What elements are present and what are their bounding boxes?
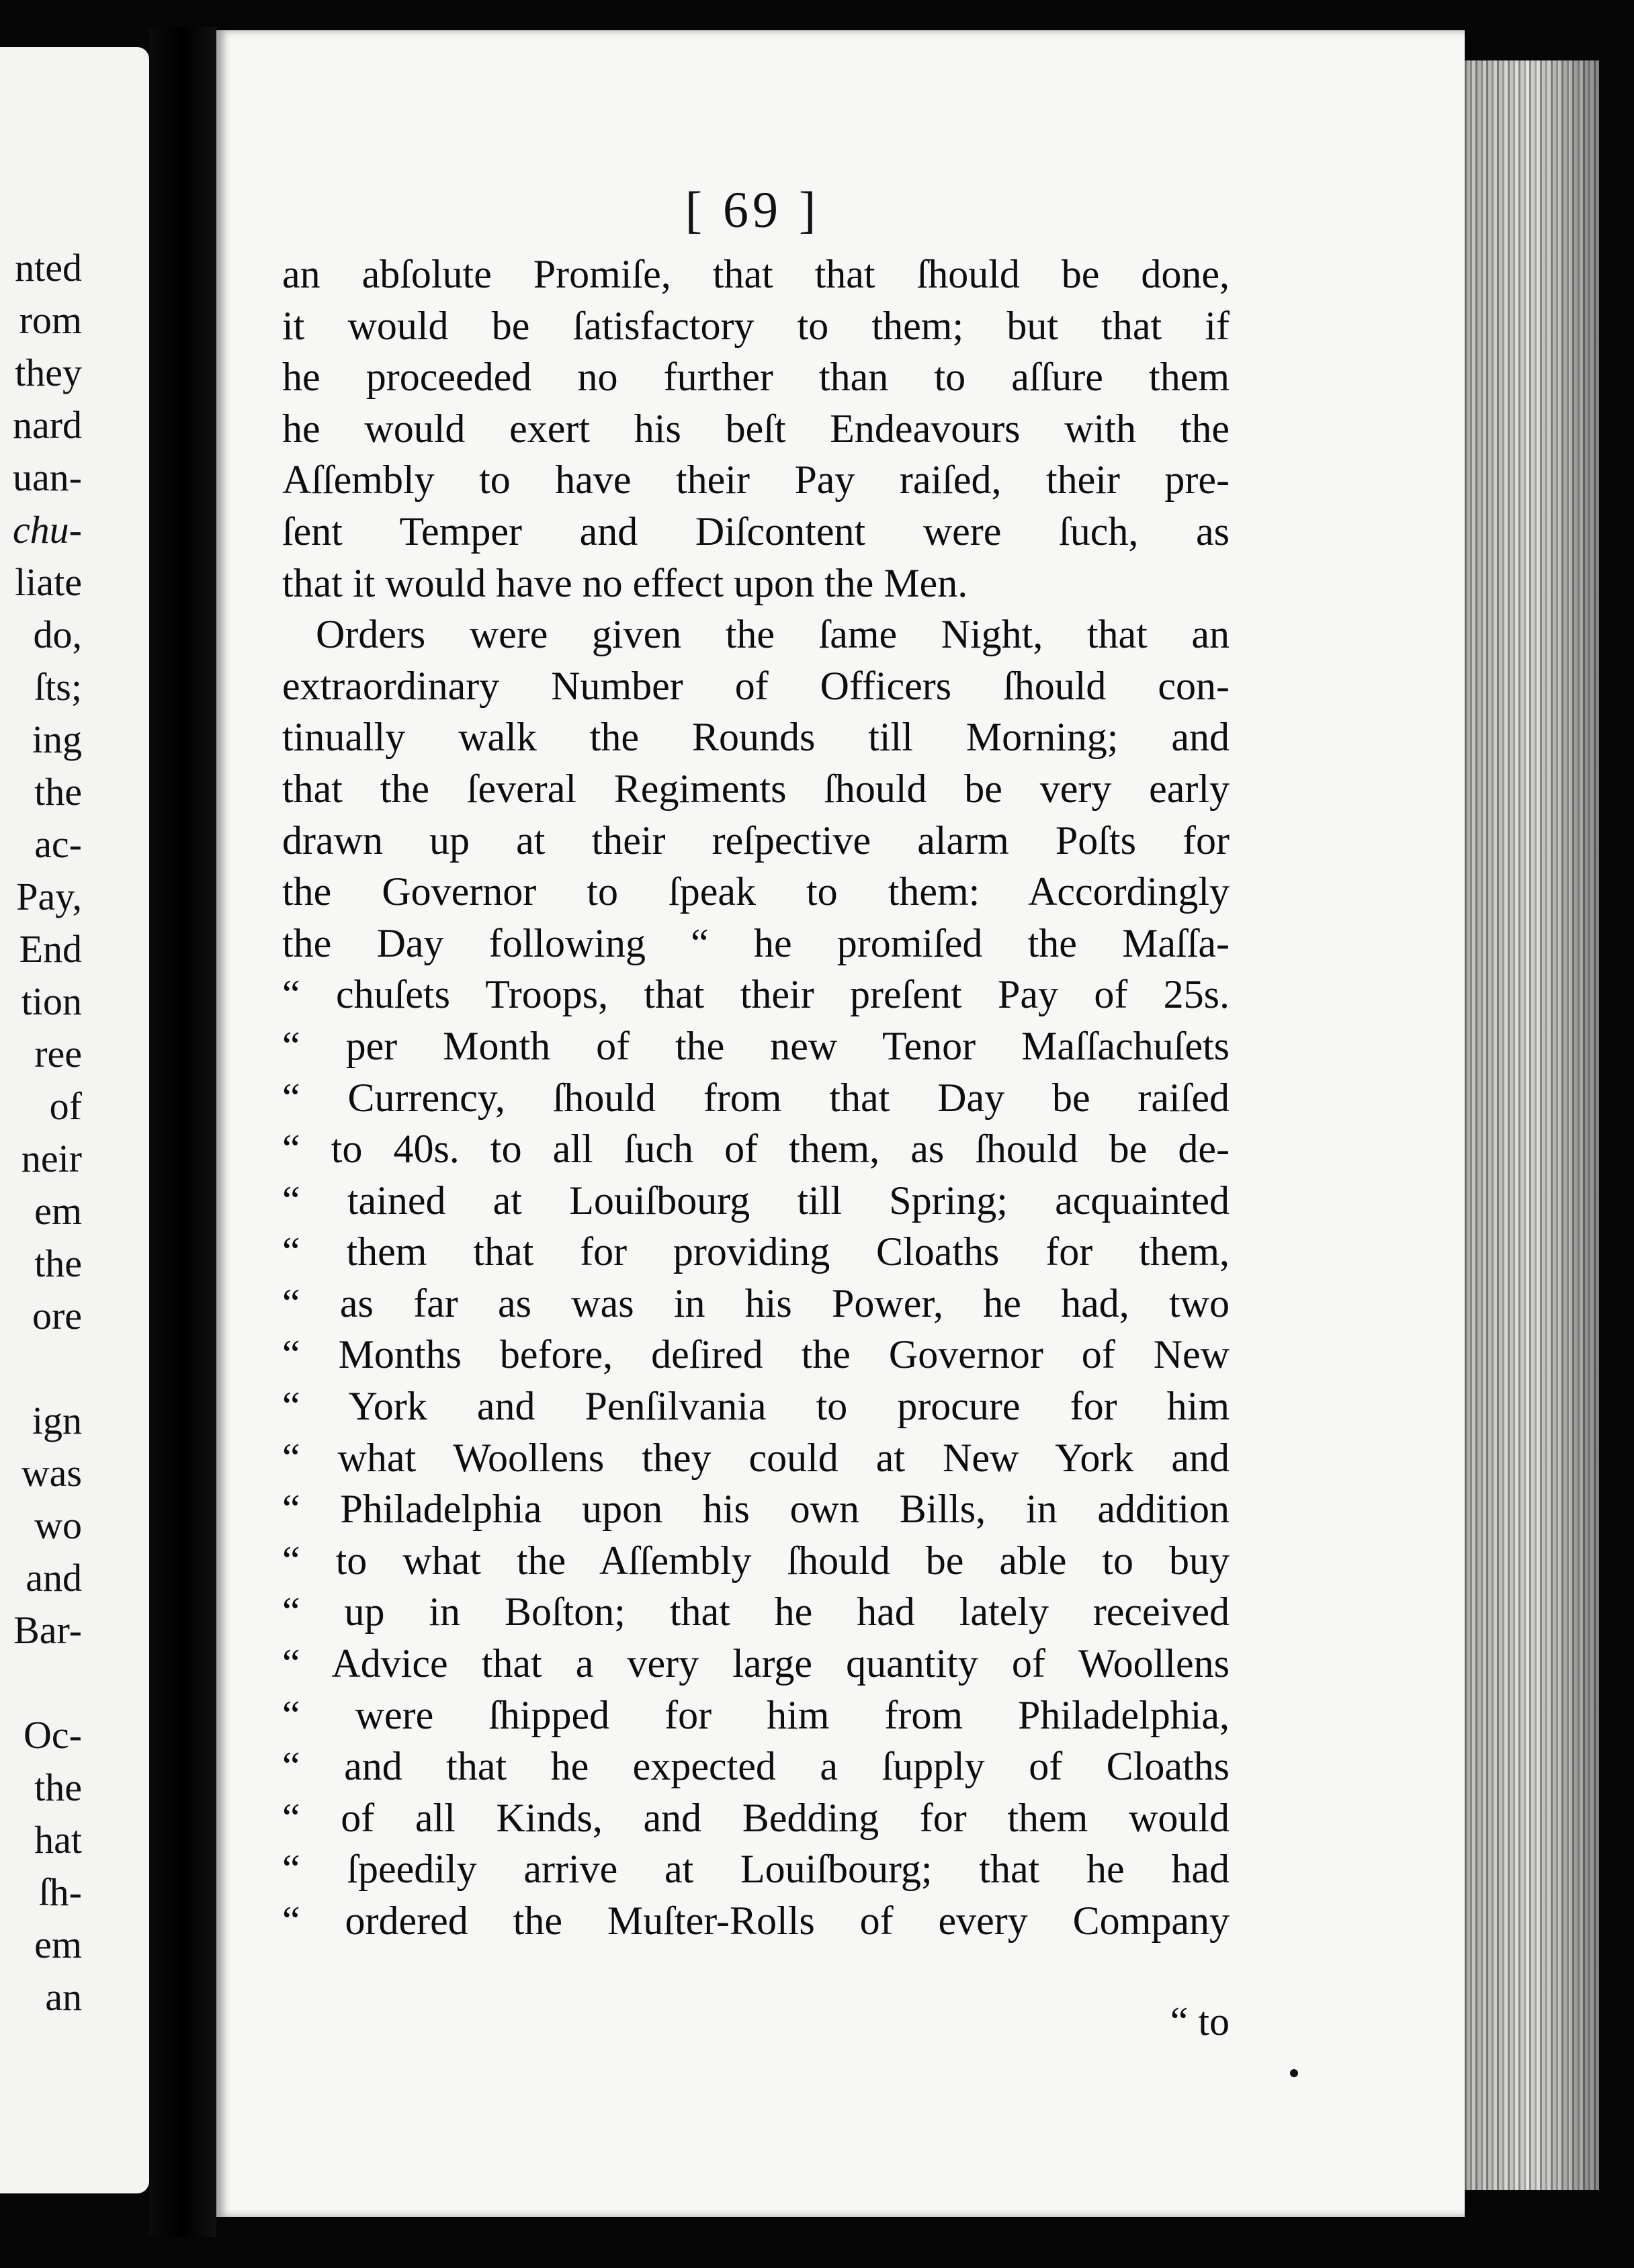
left-line: End bbox=[19, 927, 82, 971]
left-line: rom bbox=[19, 298, 82, 342]
text-line: “ to 40s. to all ſuch of them, as ſhould be de- bbox=[282, 1127, 1230, 1172]
left-line: hat bbox=[34, 1818, 82, 1862]
left-line: ſh- bbox=[38, 1870, 82, 1914]
text-line: that it would have no effect upon the Men. bbox=[282, 560, 968, 605]
text-line: “ Months before, deſired the Governor of New bbox=[282, 1332, 1230, 1377]
left-line: chu- bbox=[12, 508, 82, 552]
page-number: [ 69 ] bbox=[685, 182, 820, 238]
text-line: an abſolute Promiſe, that that ſhould be done, bbox=[282, 252, 1230, 296]
left-line: wo bbox=[34, 1503, 82, 1547]
ink-speck bbox=[1290, 2069, 1298, 2077]
left-line: ree bbox=[34, 1032, 82, 1076]
left-line: do, bbox=[33, 613, 82, 656]
text-line: extraordinary Number of Officers ſhould con- bbox=[282, 663, 1230, 708]
left-line: em bbox=[34, 1189, 82, 1233]
left-line: the bbox=[34, 1765, 82, 1809]
text-line: the Governor to ſpeak to them: Accordingly bbox=[282, 869, 1230, 914]
text-line: “ as far as was in his Power, he had, two bbox=[282, 1280, 1230, 1325]
text-line: “ Currency, ſhould from that Day be raiſed bbox=[282, 1075, 1230, 1120]
text-line: Aſſembly to have their Pay raiſed, their pre- bbox=[282, 457, 1230, 503]
left-line: nted bbox=[15, 246, 82, 290]
left-line: ſts; bbox=[34, 665, 82, 709]
text-line: “ ordered the Muſter-Rolls of every Company bbox=[282, 1899, 1230, 1943]
left-line: was bbox=[21, 1451, 82, 1495]
left-line: Oc- bbox=[24, 1713, 82, 1757]
text-line: “ ſpeedily arrive at Louiſbourg; that he had bbox=[282, 1847, 1230, 1892]
text-line: “ and that he expected a ſupply of Cloaths bbox=[282, 1744, 1230, 1789]
left-line: ac- bbox=[34, 822, 82, 866]
catchword: “ to bbox=[1170, 1999, 1230, 2044]
text-line: “ were ſhipped for him from Philadelphia, bbox=[282, 1692, 1230, 1737]
left-line: Pay, bbox=[16, 875, 82, 918]
text-line: “ what Woollens they could at New York and bbox=[282, 1435, 1230, 1480]
text-line: “ York and Penſilvania to procure for him bbox=[282, 1384, 1230, 1429]
left-line: the bbox=[34, 1241, 82, 1285]
text-line: Orders were given the ſame Night, that an bbox=[316, 612, 1230, 657]
page-fore-edge-shade bbox=[1465, 60, 1599, 2190]
text-line: “ Advice that a very large quantity of Woollens bbox=[282, 1641, 1230, 1686]
text-line: he would exert his beſt Endeavours with the bbox=[282, 406, 1230, 451]
text-line: “ up in Boſton; that he had lately received bbox=[282, 1589, 1230, 1634]
left-line: neir bbox=[21, 1137, 82, 1180]
left-line: ore bbox=[32, 1294, 82, 1338]
left-line: Bar- bbox=[13, 1608, 82, 1652]
left-line: of bbox=[49, 1084, 82, 1128]
left-line bbox=[0, 1342, 82, 1395]
text-line: “ tained at Louiſbourg till Spring; acquainted bbox=[282, 1178, 1230, 1223]
left-line: uan- bbox=[12, 455, 82, 499]
text-line: “ per Month of the new Tenor Maſſachuſets bbox=[282, 1023, 1230, 1068]
left-page-text bbox=[0, 242, 82, 2023]
left-line: ing bbox=[32, 717, 82, 761]
text-line: “ chuſets Troops, that their preſent Pay of 25s. bbox=[282, 972, 1230, 1017]
text-line: that the ſeveral Regiments ſhould be very early bbox=[282, 766, 1230, 811]
left-line: the bbox=[34, 770, 82, 814]
left-line: em bbox=[34, 1923, 82, 1966]
left-line: they bbox=[15, 351, 82, 394]
left-page-fragment bbox=[0, 47, 149, 2193]
left-line: ign bbox=[32, 1399, 82, 1442]
left-line: liate bbox=[15, 560, 82, 604]
text-line: “ of all Kinds, and Bedding for them would bbox=[282, 1795, 1230, 1840]
text-line: “ Philadelphia upon his own Bills, in addition bbox=[282, 1487, 1230, 1532]
text-line: tinually walk the Rounds till Morning; and bbox=[282, 715, 1230, 760]
page-body-text bbox=[282, 249, 1230, 1947]
text-line: “ to what the Aſſembly ſhould be able to buy bbox=[282, 1538, 1230, 1583]
text-line: “ them that for providing Cloaths for them, bbox=[282, 1229, 1230, 1274]
left-line: nard bbox=[12, 403, 82, 447]
text-line: he proceeded no further than to aſſure them bbox=[282, 355, 1230, 400]
left-line: and bbox=[26, 1556, 82, 1600]
left-line: tion bbox=[21, 979, 82, 1023]
text-line: drawn up at their reſpective alarm Poſts for bbox=[282, 818, 1230, 863]
text-line: the Day following “ he promiſed the Maſſa- bbox=[282, 920, 1230, 965]
book-gutter bbox=[149, 27, 216, 2237]
text-line: ſent Temper and Diſcontent were ſuch, as bbox=[282, 509, 1230, 554]
left-line: an bbox=[45, 1975, 82, 2019]
text-line: it would be ſatisfactory to them; but that if bbox=[282, 303, 1230, 348]
left-line bbox=[0, 1657, 82, 1709]
